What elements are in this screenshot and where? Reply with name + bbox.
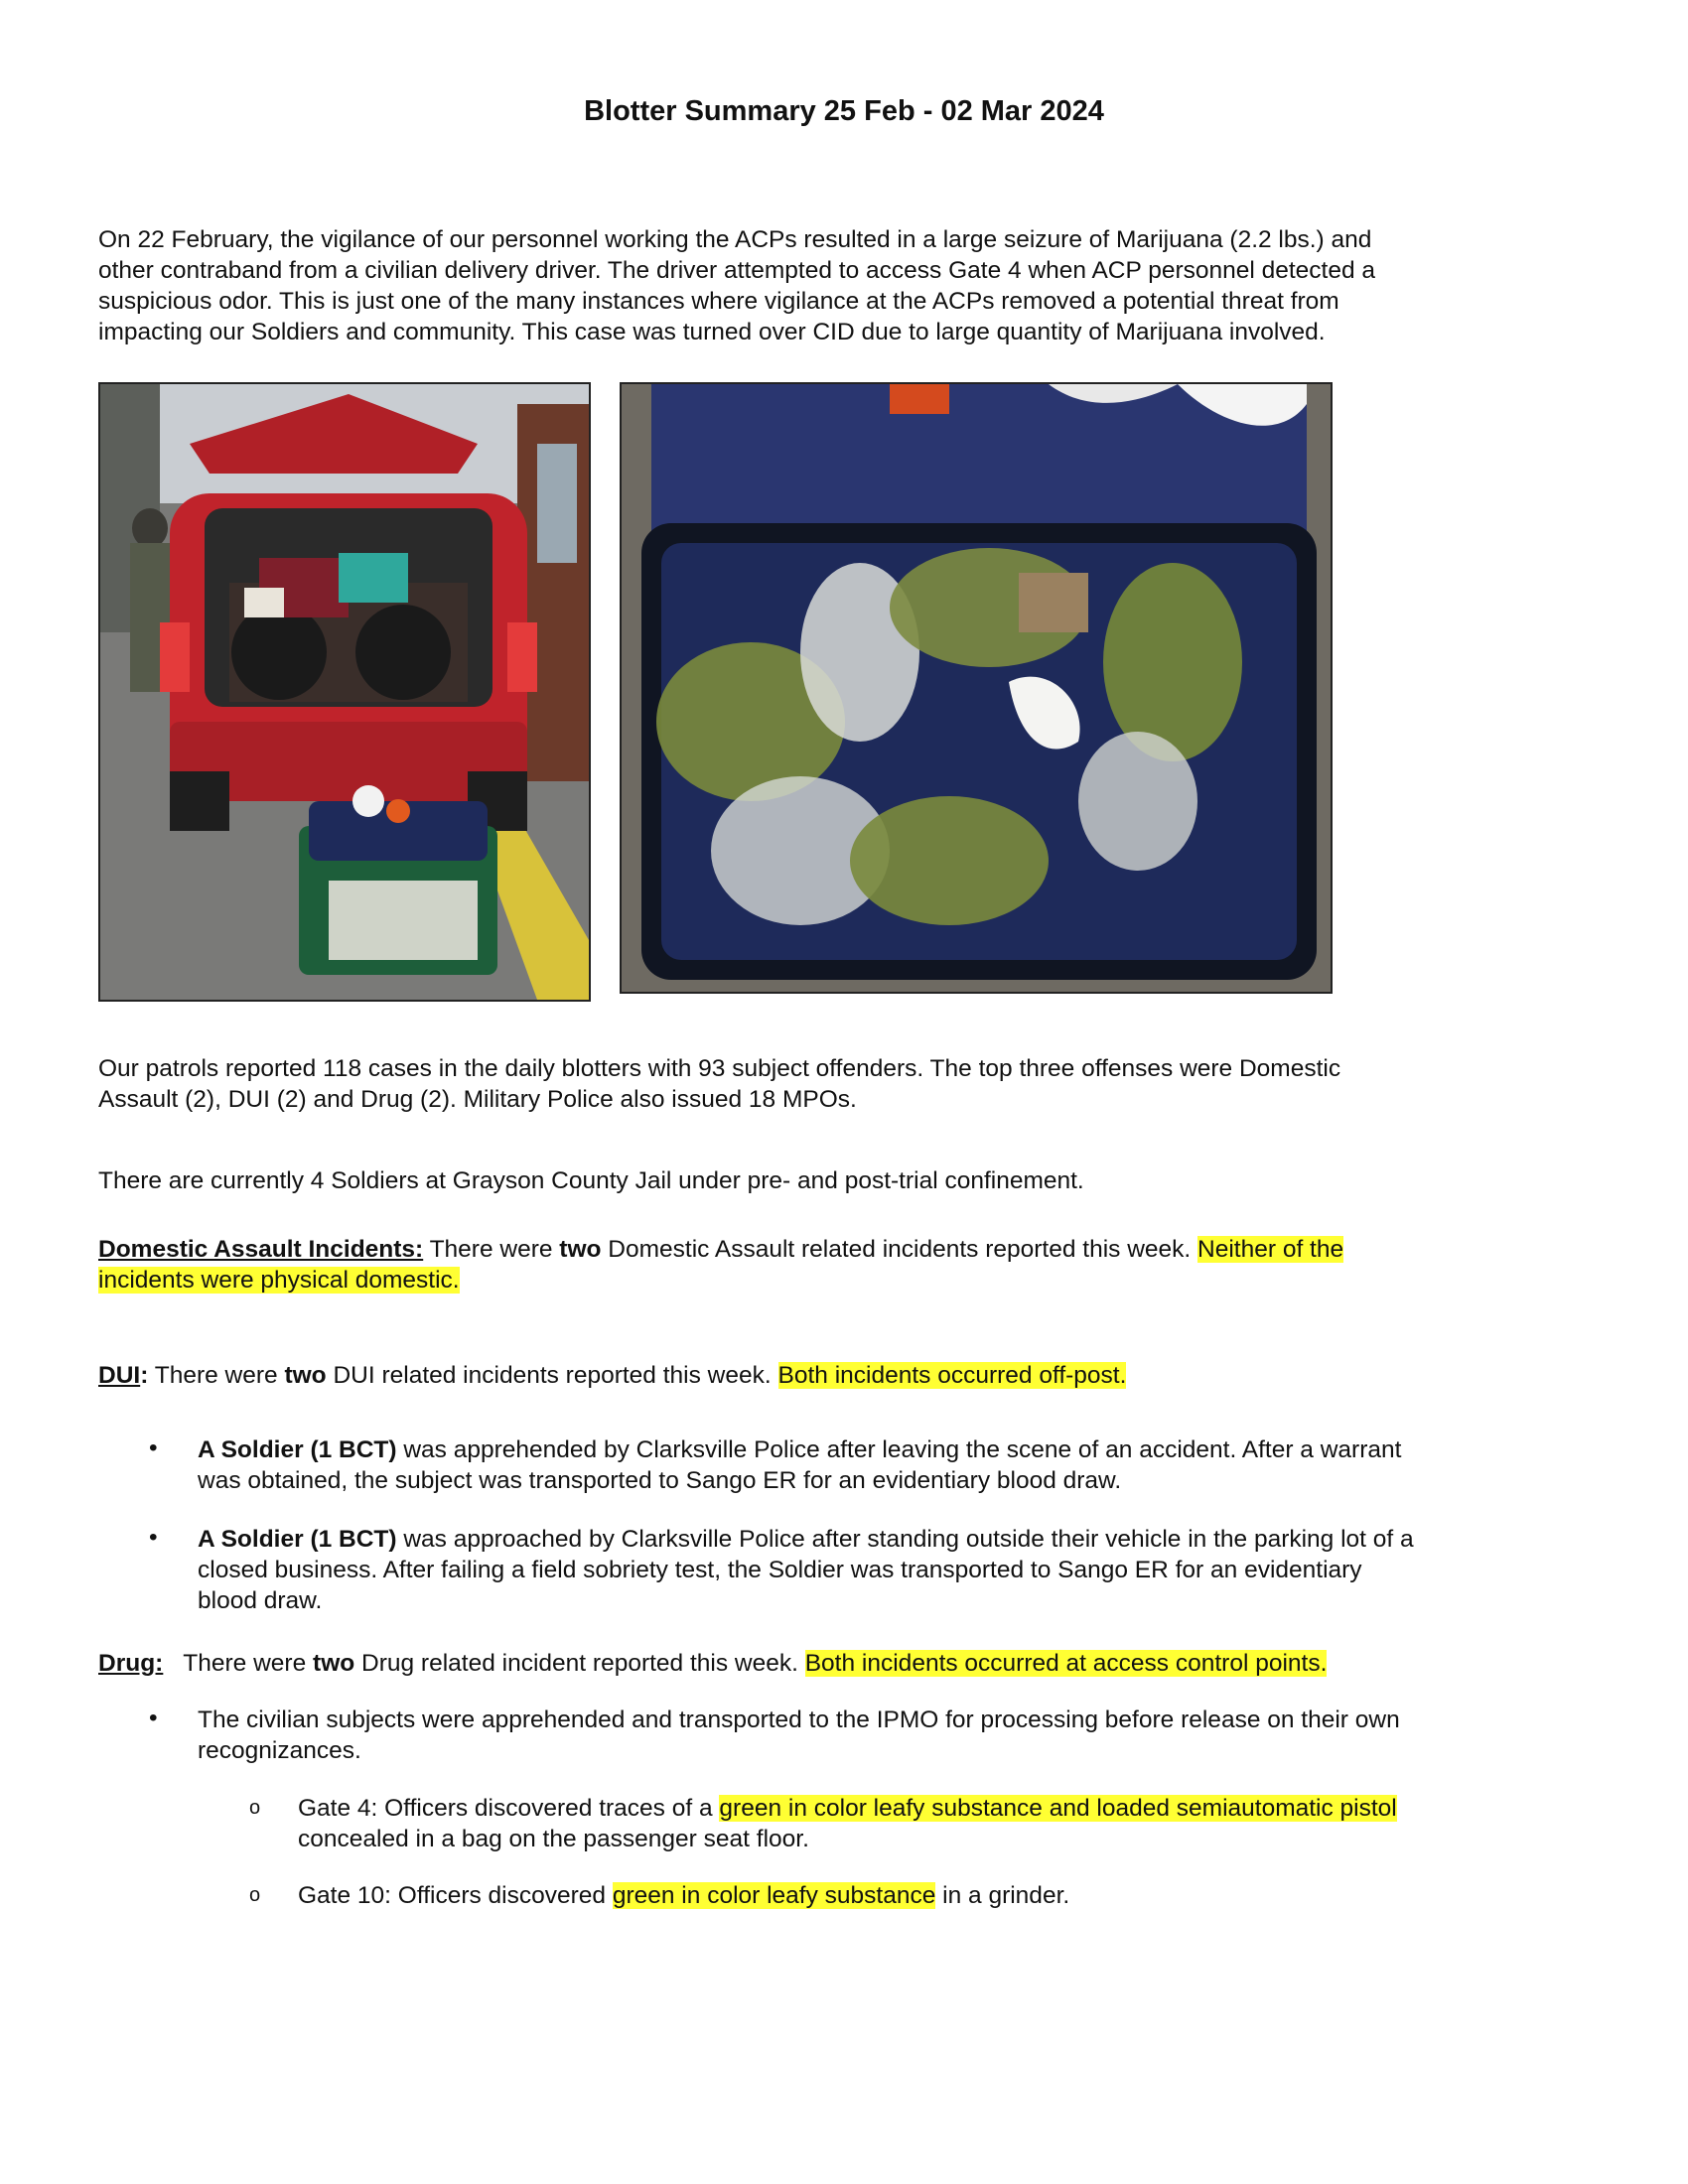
drug-subitem-highlight: green in color leafy substance <box>612 1882 936 1909</box>
jail-paragraph: There are currently 4 Soldiers at Grayson County Jail under pre- and post-trial confinement. <box>98 1167 1084 1194</box>
dui-item-subject: A Soldier (1 BCT) <box>198 1526 397 1553</box>
sub-bullet-icon: o <box>249 1884 261 1906</box>
stats-paragraph <box>98 1053 1627 1115</box>
dui-section <box>98 1360 1627 1391</box>
dui-text: There were <box>148 1362 285 1389</box>
drug-count: two <box>313 1650 355 1677</box>
dui-item-text: was obtained, the subject was transported to Sango ER for an evidentiary blood draw. <box>198 1467 1122 1494</box>
intro-line: impacting our Soldiers and community. This case was turned over CID due to large quantity of Marijuana involved. <box>98 319 1326 345</box>
intro-paragraph <box>98 224 1608 347</box>
drug-subitem <box>298 1793 1628 1854</box>
domestic-heading: Domestic Assault Incidents: <box>98 1236 424 1263</box>
domestic-text: Domestic Assault related incidents reported this week. <box>601 1236 1198 1263</box>
sub-bullet-icon: o <box>249 1797 261 1819</box>
dui-item <box>198 1434 1627 1496</box>
drug-subitem-text: in a grinder. <box>935 1882 1070 1909</box>
drug-subitem-text: Gate 10: Officers discovered <box>298 1882 613 1909</box>
dui-item-text: blood draw. <box>198 1587 323 1614</box>
photo-suv-trunk <box>98 382 591 1002</box>
domestic-highlight: Neither of the <box>1197 1236 1344 1263</box>
stats-line: Our patrols reported 118 cases in the daily blotters with 93 subject offenders. The top three offenses were Domestic <box>98 1055 1341 1082</box>
intro-line: On 22 February, the vigilance of our personnel working the ACPs resulted in a large seizure of Marijuana (2.2 lbs.) and <box>98 226 1372 253</box>
bullet-icon: • <box>149 1524 158 1551</box>
drug-subitem <box>298 1880 1628 1911</box>
drug-item-text: recognizances. <box>198 1737 361 1764</box>
dui-item-text: was approached by Clarksville Police after standing outside their vehicle in the parking lot of a <box>396 1526 1414 1553</box>
page-title: Blotter Summary 25 Feb - 02 Mar 2024 <box>584 95 1104 127</box>
dui-item-subject: A Soldier (1 BCT) <box>198 1436 397 1463</box>
drug-subitem-highlight: green in color leafy substance and loaded semiautomatic pistol <box>719 1795 1397 1822</box>
dui-item-text: closed business. After failing a field sobriety test, the Soldier was transported to Sango ER for an evidentiary <box>198 1557 1362 1583</box>
domestic-section <box>98 1234 1627 1296</box>
intro-line: suspicious odor. This is just one of the many instances where vigilance at the ACPs removed a potential threat from <box>98 288 1339 315</box>
dui-count: two <box>284 1362 327 1389</box>
bullet-icon: • <box>149 1434 158 1461</box>
dui-colon: : <box>140 1362 149 1389</box>
suitcase-illustration <box>622 384 1331 992</box>
dui-text: DUI related incidents reported this week. <box>326 1362 778 1389</box>
drug-item <box>198 1705 1627 1766</box>
drug-text: Drug related incident reported this week. <box>354 1650 805 1677</box>
drug-subitem-text: concealed in a bag on the passenger seat floor. <box>298 1826 809 1852</box>
suv-illustration <box>100 384 589 1000</box>
drug-item-text: The civilian subjects were apprehended and transported to the IPMO for processing before release on their own <box>198 1706 1400 1733</box>
intro-line: other contraband from a civilian delivery driver. The driver attempted to access Gate 4 when ACP personnel detected a <box>98 257 1376 284</box>
drug-section <box>98 1648 1627 1679</box>
stats-line: Assault (2), DUI (2) and Drug (2). Military Police also issued 18 MPOs. <box>98 1086 857 1113</box>
domestic-highlight: incidents were physical domestic. <box>98 1267 460 1294</box>
dui-item <box>198 1524 1627 1616</box>
drug-subitem-text: Gate 4: Officers discovered traces of a <box>298 1795 720 1822</box>
drug-text: There were <box>163 1650 314 1677</box>
dui-heading: DUI <box>98 1362 141 1389</box>
drug-highlight: Both incidents occurred at access control points. <box>804 1650 1328 1677</box>
dui-item-text: was apprehended by Clarksville Police after leaving the scene of an accident. After a warrant <box>396 1436 1402 1463</box>
domestic-text: There were <box>423 1236 560 1263</box>
bullet-icon: • <box>149 1705 158 1731</box>
dui-highlight: Both incidents occurred off-post. <box>777 1362 1127 1389</box>
domestic-count: two <box>559 1236 602 1263</box>
photo-suitcase <box>620 382 1333 994</box>
drug-heading: Drug: <box>98 1650 164 1677</box>
